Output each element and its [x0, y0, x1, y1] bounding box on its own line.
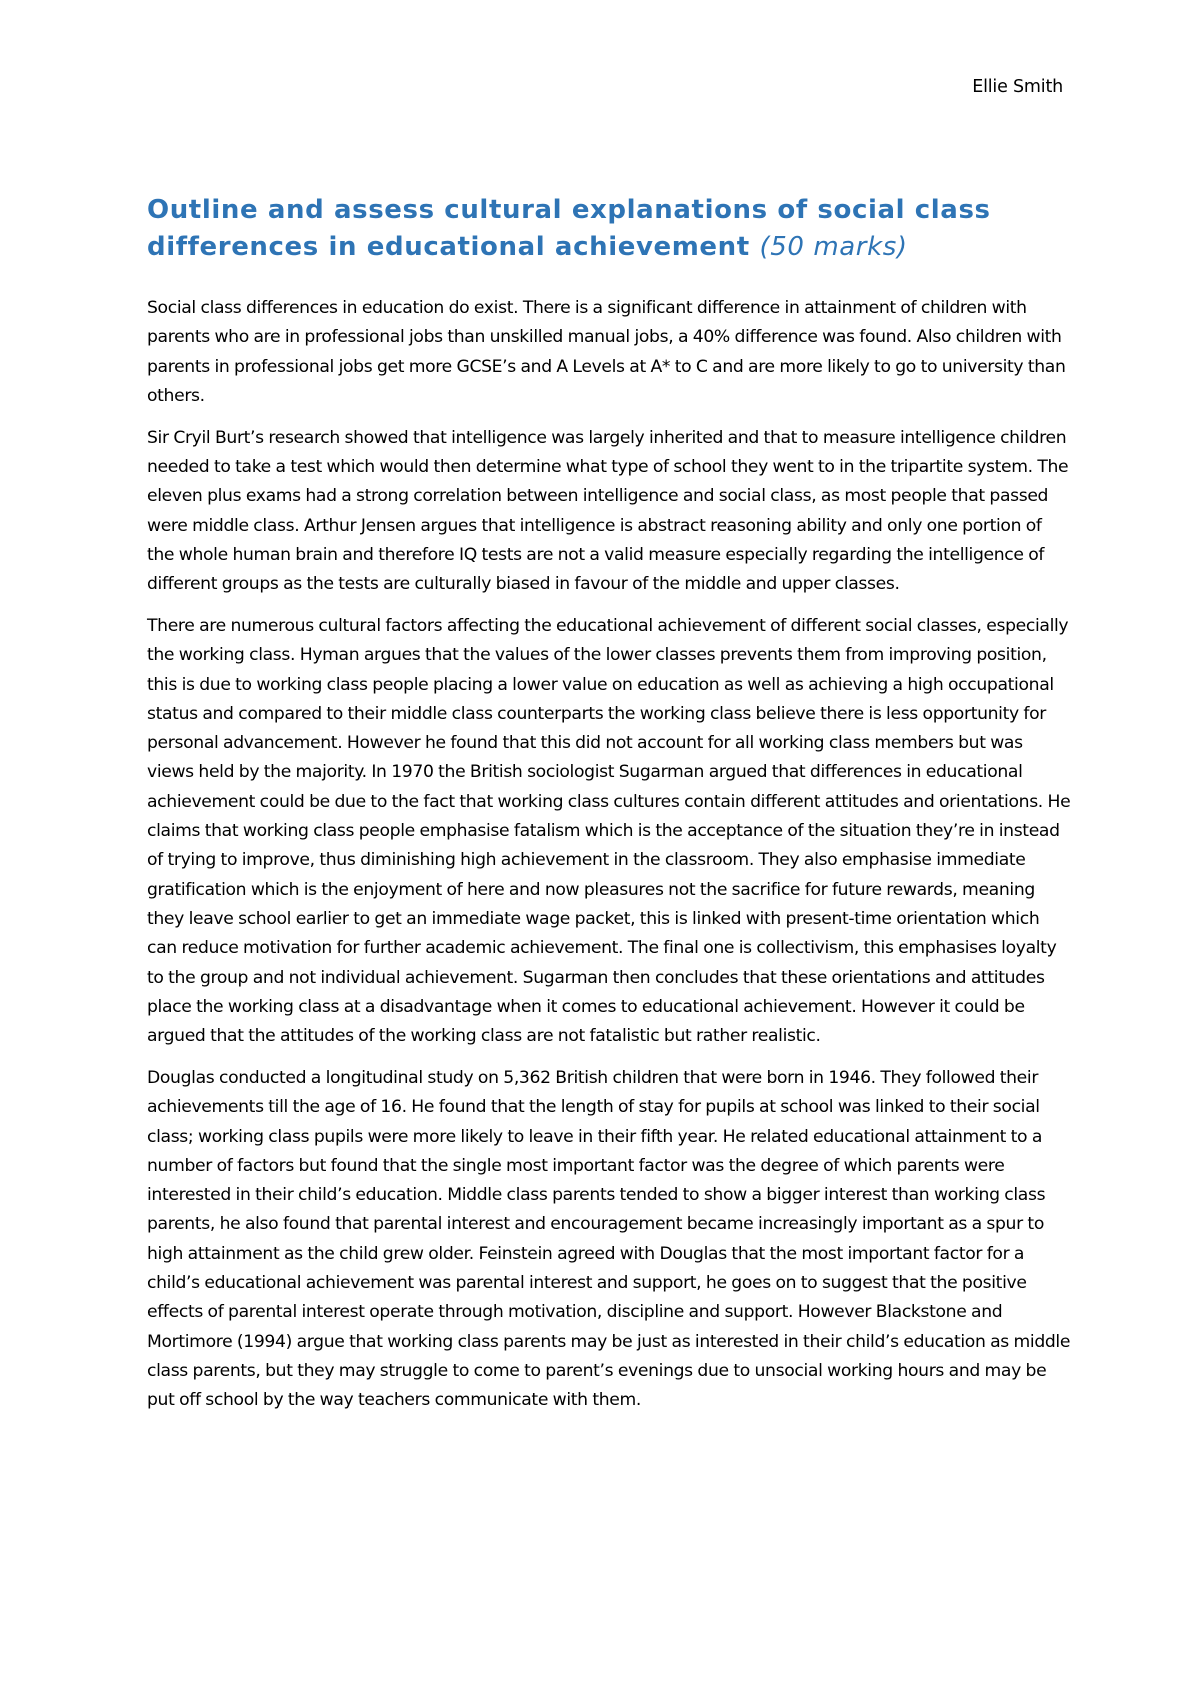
essay-title-text: Outline and assess cultural explanations of social class differences in educational achievement [147, 195, 991, 262]
essay-marks: (50 marks) [759, 232, 908, 262]
paragraph-intelligence: Sir Cryil Burt’s research showed that intelligence was largely inherited and that to measure intelligence children needed to take a test which would then determine what type of school they went to in the tripartite system. The eleven plus exams had a strong correlation between intelligence and social class, as most people that passed were middle class. Arthur Jensen argues that intelligence is abstract reasoning ability and only one portion of the whole human brain and therefore IQ tests are not a valid measure especially regarding the intelligence of different groups as the tests are culturally biased in favour of the middle and upper classes. [147, 427, 1069, 595]
paragraph-parental-interest: Douglas conducted a longitudinal study on 5,362 British children that were born in 1946. They followed their achievements till the age of 16. He found that the length of stay for pupils at school was linked to their social class; working class pupils were more likely to leave in their fifth year. He related educational attainment to a number of factors but found that the single most important factor was the degree of which parents were interested in their child’s education. Middle class parents tended to show a bigger interest than working class parents, he also found that parental interest and encouragement became increasingly important as a spur to high attainment as the child grew older. Feinstein agreed with Douglas that the most important factor for a child’s educational achievement was parental interest and support, he goes on to suggest that the positive effects of parental interest operate through motivation, discipline and support. However Blackstone and Mortimore (1994) argue that working class parents may be just as interested in their child’s education as middle class parents, but they may struggle to come to parent’s evenings due to unsocial working hours and may be put off school by the way teachers communicate with them. [147, 1067, 1071, 1411]
author-name: Ellie Smith [972, 77, 1063, 97]
paragraph-intro: Social class differences in education do exist. There is a significant difference in attainment of children with parents who are in professional jobs than unskilled manual jobs, a 40% difference was found. Also children with parents in professional jobs get more GCSE’s and A Levels at A* to C and are more likely to go to university than others. [147, 298, 1066, 406]
paragraph-cultural-factors: There are numerous cultural factors affecting the educational achievement of different social classes, especially the working class. Hyman argues that the values of the lower classes prevents them from improving position, this is due to working class people placing a lower value on education as well as achieving a high occupational status and compared to their middle class counterparts the working class believe there is less opportunity for personal advancement. However he found that this did not account for all working class members but was views held by the majority. In 1970 the British sociologist Sugarman argued that differences in educational achievement could be due to the fact that working class cultures contain different attitudes and orientations. He claims that working class people emphasise fatalism which is the acceptance of the situation they’re in instead of trying to improve, thus diminishing high achievement in the classroom. They also emphasise immediate gratification which is the enjoyment of here and now pleasures not the sacrifice for future rewards, meaning they leave school earlier to get an immediate wage packet, this is linked with present-time orientation which can reduce motivation for further academic achievement. The final one is collectivism, this emphasises loyalty to the group and not individual achievement. Sugarman then concludes that these orientations and attitudes place the working class at a disadvantage when it comes to educational achievement. However it could be argued that the attitudes of the working class are not fatalistic but rather realistic. [147, 615, 1071, 1047]
essay-body [147, 294, 1072, 1428]
essay-title [147, 192, 1067, 266]
